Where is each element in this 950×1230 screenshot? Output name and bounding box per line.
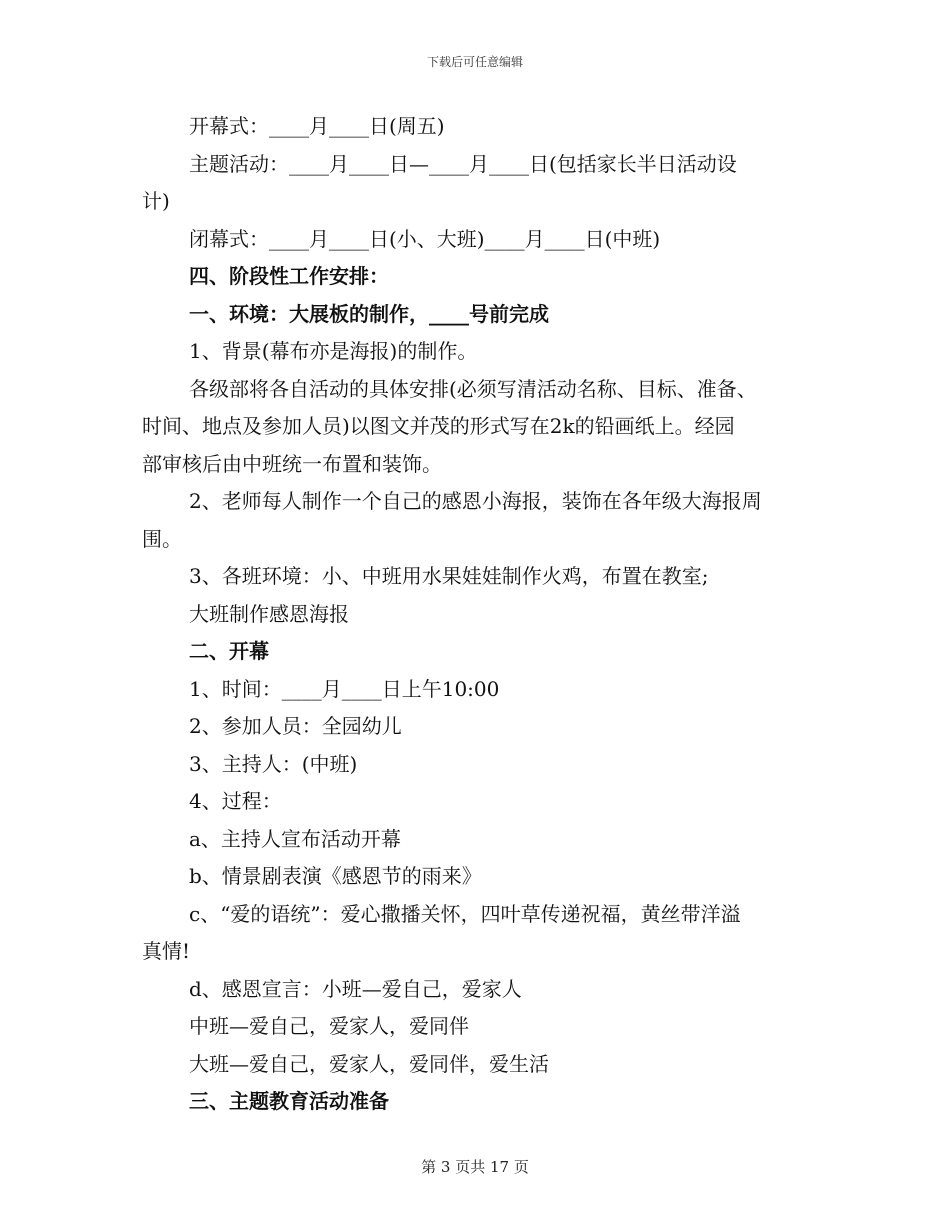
page-header: 下载后可任意编辑	[426, 55, 523, 69]
paragraph-line: d、感恩宣言：小班—爱自己，爱家人	[189, 976, 522, 1001]
paragraph-line: 闭幕式：____月____日(小、大班)____月____日(中班)	[189, 226, 661, 251]
paragraph-line: 3、各班环境：小、中班用水果娃娃制作火鸡，布置在教室;	[189, 564, 709, 588]
section-heading: 四、阶段性工作安排：	[189, 264, 389, 288]
paragraph-line: 大班制作感恩海报	[189, 601, 349, 626]
paragraph-line: 主题活动：____月____日—____月____日(包括家长半日活动设	[189, 151, 737, 176]
section-heading: 二、开幕	[189, 639, 269, 663]
paragraph-line: 开幕式：____月____日(周五)	[189, 114, 445, 138]
paragraph-line: 中班—爱自己，爱家人，爱同伴	[189, 1014, 469, 1038]
document-body	[142, 108, 814, 1121]
section-heading: 一、环境：大展板的制作，____号前完成	[189, 301, 549, 326]
paragraph-line: 4、过程：	[189, 789, 282, 813]
paragraph-line: 1、时间：____月____日上午10:00	[189, 676, 500, 701]
section-heading: 三、主题教育活动准备	[189, 1089, 389, 1113]
paragraph-line: 时间、地点及参加人员)以图文并茂的形式写在2k的铅画纸上。经园	[142, 414, 735, 438]
paragraph-line: 大班—爱自己，爱家人，爱同伴，爱生活	[189, 1051, 549, 1076]
paragraph-line: 围。	[142, 526, 182, 551]
paragraph-line: b、情景剧表演《感恩节的雨来》	[189, 864, 482, 888]
paragraph-line: 3、主持人：(中班)	[189, 751, 358, 776]
paragraph-line: a、主持人宣布活动开幕	[189, 826, 401, 851]
paragraph-line: 1、背景(幕布亦是海报)的制作。	[189, 339, 478, 363]
paragraph-line: 计)	[142, 189, 170, 213]
paragraph-line: 真情!	[142, 939, 191, 963]
page-number: 第 3 页共 17 页	[421, 1158, 529, 1176]
paragraph-line: c、“爱的语统”：爱心撒播关怀，四叶草传递祝福，黄丝带洋溢	[189, 901, 741, 926]
paragraph-line: 各级部将各自活动的具体安排(必须写清活动名称、目标、准备、	[189, 376, 757, 401]
paragraph-line: 2、参加人员：全园幼儿	[189, 714, 402, 738]
paragraph-line: 2、老师每人制作一个自己的感恩小海报，装饰在各年级大海报周	[189, 489, 762, 513]
paragraph-line: 部审核后由中班统一布置和装饰。	[142, 451, 442, 476]
